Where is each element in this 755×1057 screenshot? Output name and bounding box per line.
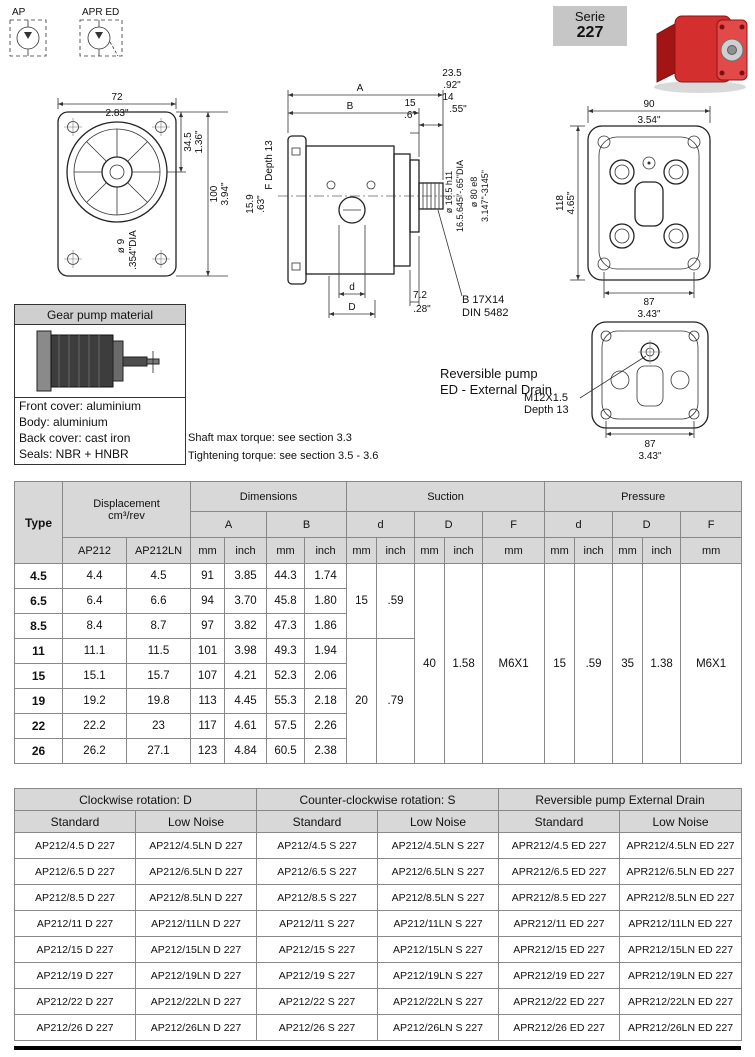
part-number-cell: AP212/22 D 227	[15, 989, 136, 1015]
part-number-cell: APR212/19LN ED 227	[620, 963, 742, 989]
dim-label: ø 9	[116, 238, 127, 254]
cell-type: 11	[15, 639, 63, 664]
part-number-cell: AP212/26LN S 227	[378, 1015, 499, 1041]
header-cell-pressure: Pressure	[545, 482, 742, 512]
dim-label: .92"	[443, 80, 461, 91]
data-cell: 27.1	[127, 739, 191, 764]
header-cell-unit: inch	[305, 538, 347, 564]
data-cell: 52.3	[267, 664, 305, 689]
table-row	[15, 963, 742, 989]
data-cell: 2.06	[305, 664, 347, 689]
hydraulic-symbol-apred	[80, 7, 122, 56]
data-cell: 4.61	[225, 714, 267, 739]
dim-label: 3.54"	[637, 115, 661, 126]
part-number-cell: AP212/19 D 227	[15, 963, 136, 989]
cell-type: 8.5	[15, 614, 63, 639]
header-cell-standard: Standard	[499, 811, 620, 833]
header-cell-unit: mm	[483, 538, 545, 564]
data-cell: 26.2	[63, 739, 127, 764]
header-cell-ap212: AP212	[63, 538, 127, 564]
header-cell-ap212ln: AP212LN	[127, 538, 191, 564]
material-box	[14, 304, 186, 465]
dim-label: .63"	[256, 195, 267, 213]
data-cell: 22.2	[63, 714, 127, 739]
part-number-cell: AP212/15 S 227	[257, 937, 378, 963]
part-number-cell: AP212/4.5 S 227	[257, 833, 378, 859]
data-cell: 11.1	[63, 639, 127, 664]
part-number-cell: AP212/4.5 D 227	[15, 833, 136, 859]
header-cell-unit: mm	[267, 538, 305, 564]
data-cell: 15.7	[127, 664, 191, 689]
part-number-cell: AP212/19LN S 227	[378, 963, 499, 989]
data-cell: 4.84	[225, 739, 267, 764]
material-box-title: Gear pump material	[15, 305, 185, 325]
dim-label: 2.83"	[105, 108, 129, 119]
data-cell: 3.98	[225, 639, 267, 664]
header-cell-dimensions: Dimensions	[191, 482, 347, 512]
dim-label: d	[349, 282, 355, 293]
dim-label: A	[356, 83, 364, 94]
pilot-dia-label: ø 80 e8	[469, 176, 479, 208]
external-drain-label: ED - External Drain	[440, 382, 552, 397]
data-cell: 60.5	[267, 739, 305, 764]
header-cell-unit: mm	[191, 538, 225, 564]
header-cell-unit: mm	[545, 538, 575, 564]
data-cell: 15	[347, 564, 377, 639]
header-cell-unit: inch	[377, 538, 415, 564]
part-number-cell: AP212/15LN S 227	[378, 937, 499, 963]
part-number-cell: APR212/11 ED 227	[499, 911, 620, 937]
hydraulic-symbol-ap	[10, 7, 46, 56]
data-cell: 15.1	[63, 664, 127, 689]
header-cell-b: B	[267, 512, 347, 538]
part-number-cell: AP212/8.5LN S 227	[378, 885, 499, 911]
header-cell-standard: Standard	[257, 811, 378, 833]
part-number-cell: AP212/26 S 227	[257, 1015, 378, 1041]
part-number-cell: APR212/26LN ED 227	[620, 1015, 742, 1041]
data-cell: .79	[377, 639, 415, 764]
data-cell: 113	[191, 689, 225, 714]
dim-label: 90	[643, 99, 655, 110]
dim-label: 118	[555, 195, 566, 211]
header-cell-pressure-D: D	[613, 512, 681, 538]
data-cell: 20	[347, 639, 377, 764]
data-cell: 6.6	[127, 589, 191, 614]
data-cell: 94	[191, 589, 225, 614]
part-number-cell: APR212/26 ED 227	[499, 1015, 620, 1041]
data-cell: 101	[191, 639, 225, 664]
material-body: Body: aluminium	[19, 415, 108, 429]
part-number-cell: AP212/22 S 227	[257, 989, 378, 1015]
data-cell: 35	[613, 564, 643, 764]
data-cell: 1.74	[305, 564, 347, 589]
back-view	[555, 99, 710, 320]
dim-label: D	[348, 302, 356, 313]
dim-label: 1.36"	[194, 130, 205, 154]
header-cell-suction-f: F	[483, 512, 545, 538]
table-row	[15, 564, 742, 589]
cell-type: 15	[15, 664, 63, 689]
data-cell: 1.86	[305, 614, 347, 639]
part-number-cell: AP212/6.5 D 227	[15, 859, 136, 885]
data-cell: 107	[191, 664, 225, 689]
spline-label: B 17X14	[462, 294, 505, 306]
data-cell: 2.38	[305, 739, 347, 764]
header-cell-a: A	[191, 512, 267, 538]
reversible-pump-label: Reversible pump	[440, 366, 538, 381]
part-number-cell: AP212/11LN S 227	[378, 911, 499, 937]
dim-label: 72	[111, 92, 123, 103]
header-cell-pressure-f: F	[681, 512, 742, 538]
part-number-cell: AP212/6.5LN S 227	[378, 859, 499, 885]
cell-type: 19	[15, 689, 63, 714]
header-cell-unit: inch	[225, 538, 267, 564]
data-cell: 117	[191, 714, 225, 739]
header-cell-unit: mm	[347, 538, 377, 564]
header-cell-counter-clockwise: Counter-clockwise rotation: S	[257, 789, 499, 811]
table-row	[15, 911, 742, 937]
part-number-cell: APR212/8.5 ED 227	[499, 885, 620, 911]
data-cell: 123	[191, 739, 225, 764]
tightening-torque-note: Tightening torque: see section 3.5 - 3.6	[188, 450, 379, 462]
part-number-cell: APR212/19 ED 227	[499, 963, 620, 989]
dim-label: F Depth 13	[264, 140, 275, 190]
data-cell: 47.3	[267, 614, 305, 639]
table-row	[15, 1015, 742, 1041]
part-number-cell: APR212/22 ED 227	[499, 989, 620, 1015]
dim-label: 15	[404, 98, 416, 109]
symbol-ap-label: AP	[12, 7, 26, 18]
header-cell-unit: mm	[681, 538, 742, 564]
part-number-cell: AP212/6.5LN D 227	[136, 859, 257, 885]
part-number-cell: AP212/19LN D 227	[136, 963, 257, 989]
data-cell: .59	[575, 564, 613, 764]
part-number-cell: APR212/4.5LN ED 227	[620, 833, 742, 859]
part-number-cell: AP212/11LN D 227	[136, 911, 257, 937]
cell-type: 22	[15, 714, 63, 739]
part-number-cell: AP212/19 S 227	[257, 963, 378, 989]
data-cell: 6.4	[63, 589, 127, 614]
header-cell-clockwise: Clockwise rotation: D	[15, 789, 257, 811]
part-number-cell: AP212/11 S 227	[257, 911, 378, 937]
displacement-line2: cm³/rev	[108, 509, 145, 522]
header-cell-low-noise: Low Noise	[620, 811, 742, 833]
data-cell: 4.45	[225, 689, 267, 714]
header-cell-low-noise: Low Noise	[136, 811, 257, 833]
dim-label: 14	[442, 92, 454, 103]
serie-number: 227	[576, 24, 604, 41]
data-cell: 15	[545, 564, 575, 764]
data-cell: M6X1	[681, 564, 742, 764]
part-number-cell: AP212/26LN D 227	[136, 1015, 257, 1041]
shaft-torque-note: Shaft max torque: see section 3.3	[188, 432, 352, 444]
dimensions-table	[14, 481, 742, 764]
data-cell: 11.5	[127, 639, 191, 664]
serie-badge	[553, 6, 627, 46]
part-number-cell: AP212/8.5 D 227	[15, 885, 136, 911]
data-cell: 8.7	[127, 614, 191, 639]
data-cell: 55.3	[267, 689, 305, 714]
part-number-cell: APR212/15 ED 227	[499, 937, 620, 963]
header-cell-low-noise: Low Noise	[378, 811, 499, 833]
data-cell: 40	[415, 564, 445, 764]
side-view	[245, 68, 508, 319]
data-cell: 4.21	[225, 664, 267, 689]
material-box-drawing	[15, 325, 185, 398]
pump-silhouette	[15, 325, 185, 397]
part-number-cell: APR212/15LN ED 227	[620, 937, 742, 963]
dim-label: 100	[209, 185, 220, 203]
data-cell: 49.3	[267, 639, 305, 664]
spline-standard-label: DIN 5482	[462, 307, 509, 319]
material-back-cover: Back cover: cast iron	[19, 431, 131, 445]
header-cell-suction: Suction	[347, 482, 545, 512]
front-view	[58, 92, 231, 276]
data-cell: 1.38	[643, 564, 681, 764]
dim-label: .28"	[413, 304, 431, 315]
header-cell-unit: mm	[613, 538, 643, 564]
part-number-cell: AP212/22LN S 227	[378, 989, 499, 1015]
data-cell: 97	[191, 614, 225, 639]
data-cell: 23	[127, 714, 191, 739]
cell-type: 4.5	[15, 564, 63, 589]
data-cell: 3.82	[225, 614, 267, 639]
part-number-cell: APR212/8.5LN ED 227	[620, 885, 742, 911]
part-number-cell: AP212/15 D 227	[15, 937, 136, 963]
table-row	[15, 989, 742, 1015]
pilot-dia-inch-label: 3.147"-3145"	[480, 170, 490, 222]
data-cell: 1.58	[445, 564, 483, 764]
cell-type: 26	[15, 739, 63, 764]
table-row	[15, 885, 742, 911]
displacement-line1: Displacement	[93, 497, 160, 510]
serie-label: Serie	[574, 9, 606, 24]
shaft-dia-label: ø 16.5 h11	[444, 170, 454, 214]
part-number-cell: AP212/6.5 S 227	[257, 859, 378, 885]
part-number-cell: APR212/11LN ED 227	[620, 911, 742, 937]
data-cell: 1.80	[305, 589, 347, 614]
part-number-cell: AP212/8.5LN D 227	[136, 885, 257, 911]
header-cell-unit: inch	[445, 538, 483, 564]
data-cell: 3.70	[225, 589, 267, 614]
part-number-cell: AP212/8.5 S 227	[257, 885, 378, 911]
data-cell: 4.5	[127, 564, 191, 589]
data-cell: 2.18	[305, 689, 347, 714]
dim-label: 23.5	[442, 68, 462, 79]
dim-label: .6"	[404, 110, 416, 121]
part-number-cell: AP212/15LN D 227	[136, 937, 257, 963]
part-number-cell: AP212/26 D 227	[15, 1015, 136, 1041]
part-number-cell: APR212/6.5LN ED 227	[620, 859, 742, 885]
header-cell-type: Type	[15, 482, 63, 564]
header-cell-suction-d: d	[347, 512, 415, 538]
dim-label: 3.43"	[638, 451, 662, 462]
data-cell: M6X1	[483, 564, 545, 764]
header-cell-standard: Standard	[15, 811, 136, 833]
table-row	[15, 937, 742, 963]
ordering-table	[14, 788, 742, 1041]
header-cell-pressure-d: d	[545, 512, 613, 538]
data-cell: 2.26	[305, 714, 347, 739]
dim-label: 15.9	[245, 194, 256, 214]
data-cell: 91	[191, 564, 225, 589]
material-seals: Seals: NBR + HNBR	[19, 447, 129, 461]
header-cell-suction-D: D	[415, 512, 483, 538]
data-cell: .59	[377, 564, 415, 639]
header-cell-displacement	[63, 482, 191, 538]
part-number-cell: AP212/4.5LN D 227	[136, 833, 257, 859]
dim-label: 3.94"	[220, 182, 231, 206]
dim-label: .354"DIA	[128, 230, 139, 270]
part-number-cell: AP212/22LN D 227	[136, 989, 257, 1015]
shaft-dia-inch-label: 16.5.645"-.65"DIA	[455, 160, 465, 232]
data-cell: 19.8	[127, 689, 191, 714]
dim-label: 4.65"	[566, 191, 577, 215]
part-number-cell: APR212/4.5 ED 227	[499, 833, 620, 859]
dim-label: 3.43"	[637, 309, 661, 320]
part-number-cell: AP212/4.5LN S 227	[378, 833, 499, 859]
data-cell: 4.4	[63, 564, 127, 589]
header-cell-unit: inch	[643, 538, 681, 564]
part-number-cell: AP212/11 D 227	[15, 911, 136, 937]
dim-label: .55"	[449, 104, 467, 115]
header-cell-unit: inch	[575, 538, 613, 564]
drain-thread-label: M12X1.5	[524, 392, 569, 404]
data-cell: 44.3	[267, 564, 305, 589]
data-cell: 19.2	[63, 689, 127, 714]
dim-label: B	[346, 101, 354, 112]
dim-label: 87	[643, 297, 655, 308]
symbol-apred-label: APR ED	[82, 7, 120, 18]
table-row	[15, 833, 742, 859]
data-cell: 3.85	[225, 564, 267, 589]
drain-depth-label: Depth 13	[524, 404, 569, 416]
dim-label: 34.5	[183, 132, 194, 152]
table-row	[15, 859, 742, 885]
data-cell: 45.8	[267, 589, 305, 614]
part-number-cell: APR212/22LN ED 227	[620, 989, 742, 1015]
product-photo	[654, 16, 747, 93]
data-cell: 1.94	[305, 639, 347, 664]
cell-type: 6.5	[15, 589, 63, 614]
part-number-cell: APR212/6.5 ED 227	[499, 859, 620, 885]
data-cell: 57.5	[267, 714, 305, 739]
header-cell-reversible: Reversible pump External Drain	[499, 789, 742, 811]
dim-label: 7.2	[413, 290, 427, 301]
material-front-cover: Front cover: aluminium	[19, 399, 142, 413]
data-cell: 8.4	[63, 614, 127, 639]
page-footer-rule	[14, 1046, 741, 1050]
dim-label: 87	[644, 439, 656, 450]
header-cell-unit: mm	[415, 538, 445, 564]
